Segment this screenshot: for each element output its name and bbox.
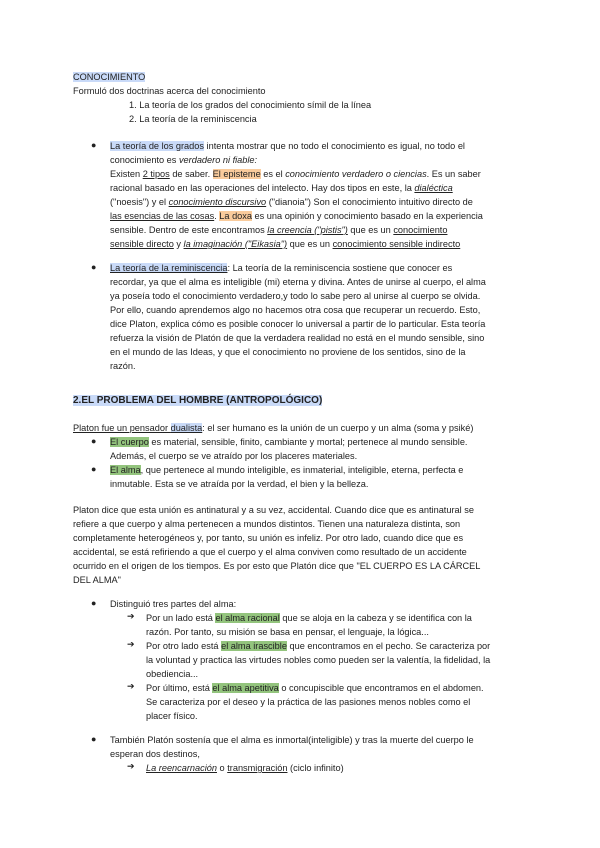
irascible-line-3: obediencia... [146, 669, 199, 679]
bullet-icon: ● [91, 464, 97, 474]
arrow-icon: ➔ [127, 681, 135, 691]
cuerpo-line-1: El cuerpo es material, sensible, finito, cambiante y mortal; pertenece al mundo sensible. [110, 437, 468, 447]
reminiscencia-line-1: La teoría de la reminiscencia: La teoría de la reminiscencia sostiene que conocer es [110, 263, 453, 273]
alma-line-2: inmutable. Esta se ve atraída por la verdad, el bien y la belleza. [110, 479, 369, 489]
bullet-icon: ● [91, 598, 97, 608]
alma-line-1: El alma, que pertenece al mundo inteligible, es inmaterial, inteligible, eterna, perfecta e [110, 465, 464, 475]
reminiscencia-line-2: recordar, ya que el alma es inteligible (mi) eterna y divina. Antes de unirse al cuerpo, el alma [110, 277, 486, 287]
reminiscencia-line-8: razón. [110, 361, 136, 371]
apetitiva-line-2: Se caracteriza por el deseo y la práctica de las pasiones menos nobles como el [146, 697, 471, 707]
reminiscencia-line-5: dice Platon, explica cómo es posible conocer lo universal a partir de lo particular. Esta teoría [110, 319, 486, 329]
para-line-6: DEL ALMA" [73, 575, 121, 585]
para-line-3: completamente heterogéneos y, por tanto, su unión es infeliz. Por otro lado, cuando dice que es [73, 533, 464, 543]
grados-line-1: La teoría de los grados intenta mostrar que no todo el conocimiento es igual, no todo el [110, 141, 465, 151]
list-item-2: 2. La teoría de la reminiscencia [129, 114, 257, 124]
reminiscencia-line-3: ya poseía todo el conocimiento verdadero,y todo lo sabe pero al unirse al cuerpo se olvida. [110, 291, 481, 301]
para-line-1: Platon dice que esta unión es antinatural y a su vez, accidental. Cuando dice que es antinatural se [73, 505, 474, 515]
bullet-icon: ● [91, 140, 97, 150]
section-title-conocimiento: CONOCIMIENTO [73, 72, 146, 82]
reminiscencia-line-6: refuerza la visión de Platón de que la verdadera realidad no está en el mundo sensible, sino [110, 333, 485, 343]
inmortal-line-2: esperan dos destinos, [110, 749, 200, 759]
intro-text: Formuló dos doctrinas acerca del conocimiento [73, 86, 266, 96]
apetitiva-line-3: placer físico. [146, 711, 198, 721]
grados-line-3: Existen 2 tipos de saber. El episteme es el conocimiento verdadero o ciencias. Es un saber [110, 169, 481, 179]
irascible-line-2: la voluntad y practica las virtudes nobles como pueden ser la valentía, la fidelidad, la [146, 655, 491, 665]
para-line-5: ocurrido en el origen de los tiempos. Es por esto que Platón dice que "EL CUERPO ES LA CÁRCEL [73, 561, 481, 571]
grados-line-4: racional basado en las operaciones del intelecto. Hay dos tipos en este, la dialéctica [110, 183, 453, 193]
reminiscencia-line-4: Por ello, cuando aprendemos algo no hacemos otra cosa que recuperar un recuerdo. Esto, [110, 305, 481, 315]
racional-line-1: Por un lado está el alma racional que se aloja en la cabeza y se identifica con la [146, 613, 472, 623]
grados-line-5: ("noesis") y el conocimiento discursivo ("dianoia") Son el conocimiento intuitivo directo de [110, 197, 473, 207]
reminiscencia-line-7: en el mundo de las Ideas, y que el conocimiento no proviene de los sentidos, sino de la [110, 347, 466, 357]
apetitiva-line-1: Por último, está el alma apetitiva o concupiscible que encontramos en el abdomen. [146, 683, 484, 693]
grados-line-6: las esencias de las cosas. La doxa es una opinión y conocimiento basado en la experiencia [110, 211, 483, 221]
arrow-icon: ➔ [127, 611, 135, 621]
arrow-icon: ➔ [127, 761, 135, 771]
list-item-1: 1. La teoría de los grados del conocimiento símil de la línea [129, 100, 372, 110]
grados-line-8: sensible directo y la imaginación ("Eikasia") que es un conocimiento sensible indirecto [110, 239, 461, 249]
bullet-icon: ● [91, 734, 97, 744]
cuerpo-line-2: Además, el cuerpo se ve atraído por los placeres materiales. [110, 451, 358, 461]
grados-line-7: sensible. Dentro de este encontramos la creencia ("pistis") que es un conocimiento [110, 225, 448, 235]
arrow-icon: ➔ [127, 639, 135, 649]
section2-intro: Platon fue un pensador dualista: el ser humano es la unión de un cuerpo y un alma (soma y psiké) [73, 423, 474, 433]
reencarnacion-line: La reencarnación o transmigración (ciclo infinito) [146, 763, 344, 773]
partes-intro: Distinguió tres partes del alma: [110, 599, 237, 609]
grados-line-2: conocimiento es verdadero ni fiable: [110, 155, 258, 165]
racional-line-2: razón. Por tanto, su misión se basa en pensar, el lenguaje, la lógica... [146, 627, 429, 637]
bullet-icon: ● [91, 262, 97, 272]
section-title-hombre: 2.EL PROBLEMA DEL HOMBRE (ANTROPOLÓGICO) [73, 395, 323, 406]
para-line-4: accidental, se está refiriendo a que el cuerpo y el alma conviven como resultado de un accidente [73, 547, 467, 557]
para-line-2: refiere a que cuerpo y alma pertenecen a mundos distintos. Tienen una naturaleza distinta, son [73, 519, 461, 529]
irascible-line-1: Por otro lado está el alma irascible que encontramos en el pecho. Se caracteriza por [146, 641, 491, 651]
bullet-icon: ● [91, 436, 97, 446]
inmortal-line-1: También Platón sostenía que el alma es inmortal(inteligible) y tras la muerte del cuerpo le [110, 735, 474, 745]
